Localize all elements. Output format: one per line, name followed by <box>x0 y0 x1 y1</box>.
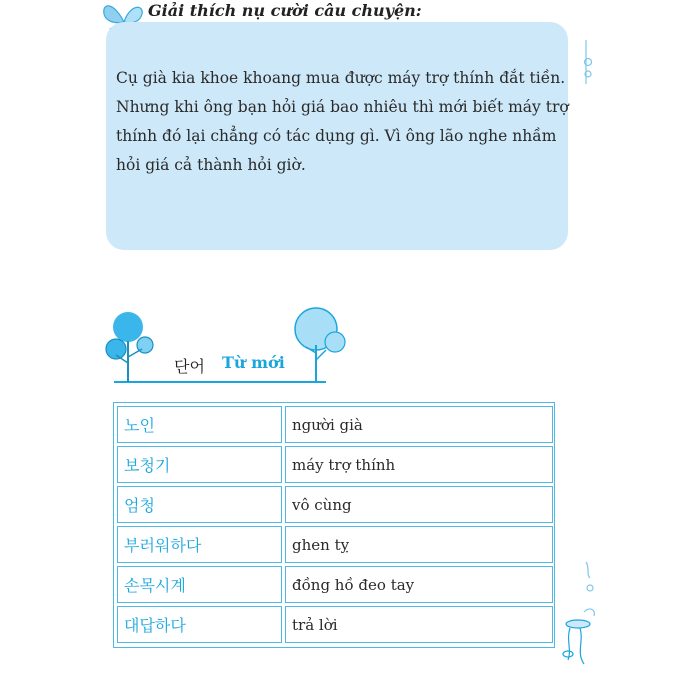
table-row <box>117 566 553 603</box>
korean-word: 엄청 <box>117 486 282 523</box>
vietnamese-meaning: người già <box>285 406 553 443</box>
table-row <box>117 486 553 523</box>
explanation-heading: Giải thích nụ cười câu chuyện: <box>148 1 422 20</box>
korean-word: 손목시계 <box>117 566 282 603</box>
table-row <box>117 446 553 483</box>
table-row <box>117 606 553 643</box>
vietnamese-meaning: vô cùng <box>285 486 553 523</box>
vietnamese-meaning: máy trợ thính <box>285 446 553 483</box>
korean-word: 부러워하다 <box>117 526 282 563</box>
vietnamese-meaning: trả lời <box>285 606 553 643</box>
story-explanation-box <box>106 22 568 250</box>
story-line: hỏi giá cả thành hỏi giờ. <box>116 156 306 174</box>
vocab-heading-vietnamese: Từ mới <box>222 353 285 372</box>
table-row <box>117 406 553 443</box>
korean-word: 대답하다 <box>117 606 282 643</box>
korean-word: 노인 <box>117 406 282 443</box>
decorative-flower-icon <box>556 560 596 670</box>
vietnamese-meaning: đồng hồ đeo tay <box>285 566 553 603</box>
story-line: thính đó lại chẳng có tác dụng gì. Vì ông lão nghe nhầm <box>116 127 557 145</box>
vocabulary-table <box>113 402 555 648</box>
tree-icon <box>100 305 360 385</box>
decorative-flower-icon <box>580 40 592 84</box>
korean-word: 보청기 <box>117 446 282 483</box>
vietnamese-meaning: ghen tỵ <box>285 526 553 563</box>
table-row <box>117 526 553 563</box>
story-line: Cụ già kia khoe khoang mua được máy trợ thính đắt tiền. <box>116 69 566 87</box>
story-line: Nhưng khi ông bạn hỏi giá bao nhiêu thì mới biết máy trợ <box>116 98 569 116</box>
vocab-heading-korean: 단어 <box>174 357 205 376</box>
